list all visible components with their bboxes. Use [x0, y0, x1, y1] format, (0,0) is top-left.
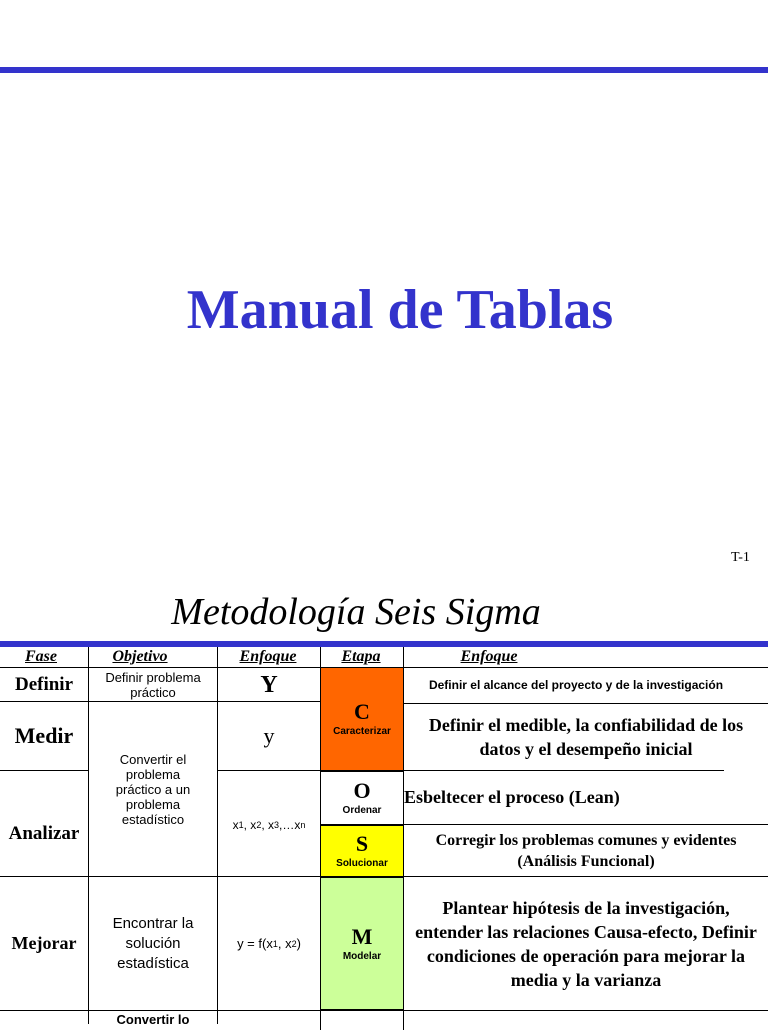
etapa-letter: O [353, 778, 371, 803]
objetivo-next: Convertir lo [116, 1011, 190, 1027]
etapa-letter: C [354, 699, 370, 724]
etapa-c-box [320, 667, 404, 771]
etapa-label: Caracterizar [333, 726, 391, 737]
enfoque-mejorar: y = f(x 1 , x 2 ) [237, 936, 301, 951]
main-title: Manual de Tablas [186, 279, 614, 341]
page-number: T-1 [731, 550, 750, 565]
etapa-o-box [320, 771, 404, 825]
etapa-label: Ordenar [342, 805, 382, 816]
slide-title: Metodología Seis Sigma [171, 591, 541, 633]
fase-mejorar: Mejorar [11, 933, 77, 953]
header-enfoque: Enfoque [239, 648, 297, 665]
grid-line [217, 770, 320, 771]
descripcion-medir: Definir el medible, la confiabilidad de los datos y el desempeño inicial [428, 715, 744, 759]
etapa-m-box [320, 877, 404, 1010]
descripcion-definir: Definir el alcance del proyecto y de la investigación [428, 678, 724, 692]
header-fase: Fase [25, 648, 57, 665]
header-enfoque-2: Enfoque [460, 648, 518, 665]
enfoque-definir: Y [260, 671, 278, 698]
fase-analizar: Analizar [8, 822, 80, 844]
enfoque-medir: y [263, 723, 275, 748]
objetivo-mejorar: Encontrar la solución estadística [112, 914, 194, 972]
objetivo-definir: Definir problema práctico [105, 670, 201, 700]
etapa-s-box [320, 825, 404, 877]
etapa-letter: M [351, 923, 373, 949]
header-objetivo: Objetivo [112, 648, 168, 665]
objetivo-medir-analizar: Convertir el problema práctico a un problema estadístico [115, 751, 191, 827]
etapa-label: Solucionar [336, 858, 388, 869]
descripcion-mejorar: Plantear hipótesis de la investigación, entender las relaciones Causa-efecto, Definir condiciones de operación para mejorar la media y la varianza [415, 897, 757, 990]
top-rule [0, 67, 768, 73]
header-etapa: Etapa [341, 648, 381, 665]
fase-medir: Medir [14, 723, 74, 748]
descripcion-solucionar: Corregir los problemas comunes y evidentes (Análisis Funcional) [435, 831, 737, 870]
enfoque-analizar: x 1 , x 2 , x 3 ,…x n [232, 818, 306, 832]
fase-definir: Definir [14, 674, 74, 695]
descripcion-ordenar: Esbeltecer el proceso (Lean) [404, 786, 620, 807]
etapa-next-box [320, 1010, 404, 1030]
etapa-label: Modelar [342, 950, 382, 962]
etapa-letter: S [355, 831, 369, 856]
